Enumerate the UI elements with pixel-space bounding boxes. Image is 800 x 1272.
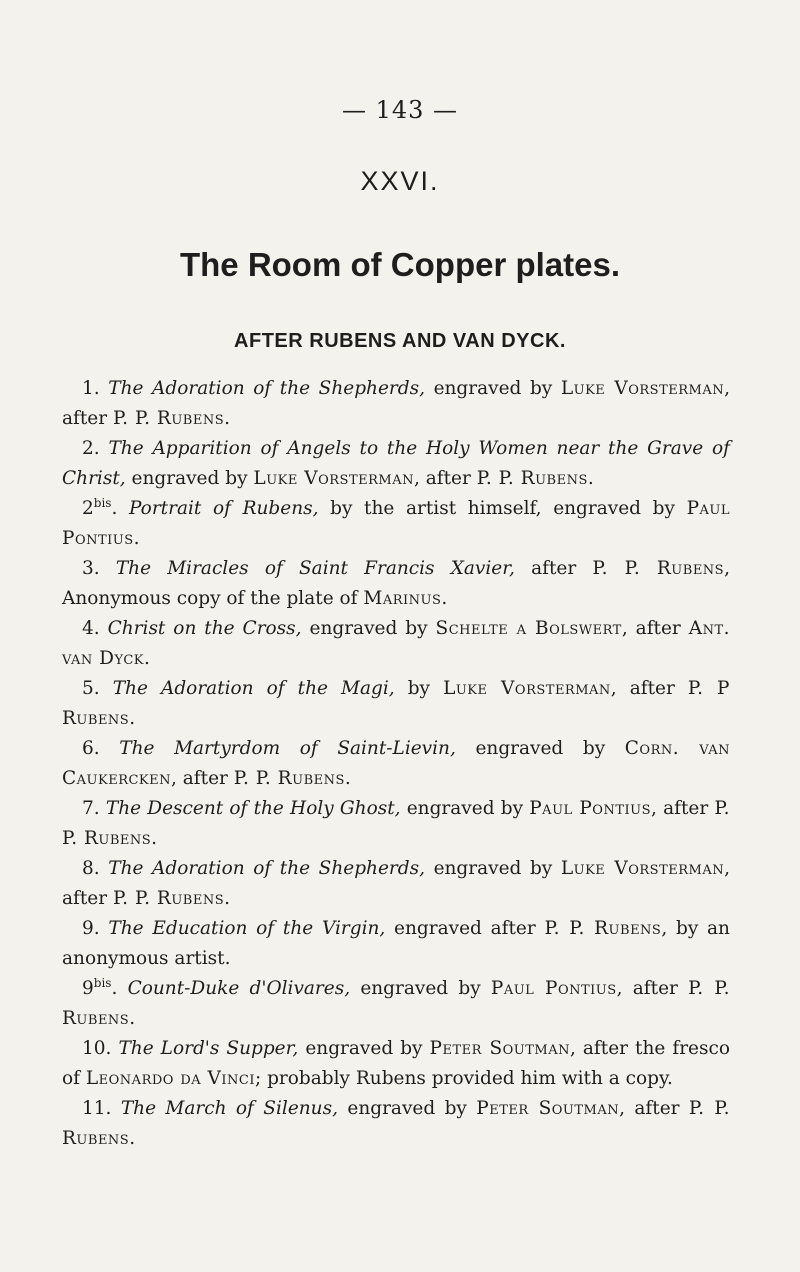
catalogue-entry: 2. The Apparition of Angels to the Holy Women near the Grave of Christ, engraved by Luke Vorsterman, after P. P. Rubens. [62, 438, 730, 489]
catalogue-list [62, 374, 730, 1154]
catalogue-entry: 6. The Martyrdom of Saint-Lievin, engraved by Corn. van Caukercken, after P. P. Rubens. [62, 738, 731, 789]
catalogue-entry: 1. The Adoration of the Shepherds, engraved by Luke Vorsterman, after P. P. Rubens. [62, 378, 730, 429]
catalogue-entry: 10. The Lord's Supper, engraved by Peter Soutman, after the fresco of Leonardo da Vinci; probably Rubens provided him with a copy. [62, 1038, 730, 1089]
catalogue-entry: 9. The Education of the Virgin, engraved after P. P. Rubens, by an anonymous artist. [62, 918, 730, 969]
section-number: XXVI. [360, 166, 440, 196]
catalogue-entry: 4. Christ on the Cross, engraved by Schelte a Bolswert, after Ant. van Dyck. [62, 618, 731, 669]
catalogue-entry: $9^{bis}$. Count-Duke d'Olivares, engraved by Paul Pontius, after P. P. Rubens. [62, 975, 730, 1029]
page-title: The Room of Copper plates. [179, 246, 621, 283]
catalogue-entry: 5. The Adoration of the Magi, by Luke Vorsterman, after P. P Rubens. [62, 678, 730, 729]
catalogue-entry: 8. The Adoration of the Shepherds, engraved by Luke Vorsterman, after P. P. Rubens. [62, 858, 730, 909]
catalogue-entry: 7. The Descent of the Holy Ghost, engraved by Paul Pontius, after P. P. Rubens. [62, 798, 730, 849]
subtitle: AFTER RUBENS AND VAN DYCK. [234, 330, 566, 352]
catalogue-entry: 11. The March of Silenus, engraved by Peter Soutman, after P. P. Rubens. [62, 1098, 730, 1149]
catalogue-entry: 3. The Miracles of Saint Francis Xavier, after P. P. Rubens, Anonymous copy of the plate of Marinus. [62, 558, 730, 609]
page-number: — 143 — [341, 96, 459, 124]
catalogue-entry: $2^{bis}$. Portrait of Rubens, by the artist himself, engraved by Paul Pontius. [62, 495, 731, 549]
